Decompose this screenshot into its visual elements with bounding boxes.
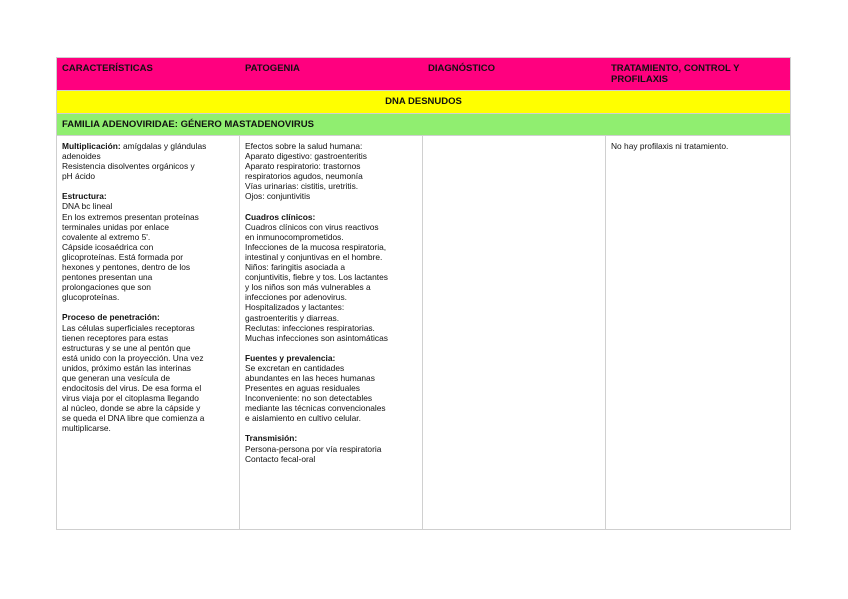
text-line: está unido con la proyección. Una vez [62, 352, 204, 363]
text-line: Cápside icosaédrica con [62, 241, 154, 252]
section-band-dna: DNA DESNUDOS [57, 90, 790, 113]
text-line: respiratorios agudos, neumonía [245, 171, 363, 182]
header-tratamiento-line2: PROFILAXIS [611, 74, 669, 85]
text-line: Presentes en aguas residuales [245, 383, 360, 394]
text-line: En los extremos presentan proteínas [62, 211, 199, 222]
fuentes-title: Fuentes y prevalencia: [245, 352, 336, 363]
header-diagnostico: DIAGNÓSTICO [428, 63, 496, 74]
text-line: Aparato digestivo: gastroenteritis [245, 151, 367, 162]
text-line: infecciones por adenovirus. [245, 292, 347, 303]
multiplicacion-line [62, 141, 234, 151]
text-line: Muchas infecciones son asintomáticas [245, 332, 388, 343]
multiplicacion-label: Multiplicación: [62, 141, 121, 151]
text-line: prolongaciones que son [62, 282, 151, 293]
text-line: multiplicarse. [62, 423, 111, 434]
virus-table [56, 57, 791, 530]
cell-tratamiento [606, 136, 790, 529]
text-line: Vías urinarias: cistitis, uretritis. [245, 181, 359, 192]
text-line: que generan una vesícula de [62, 372, 171, 383]
text-line: intestinal y conjuntivas en el hombre. [245, 251, 383, 262]
text-line: en inmunocomprometidos. [245, 231, 344, 242]
text-line: gastroenteritis y diarreas. [245, 312, 340, 323]
text-line: Las células superficiales receptoras [62, 322, 195, 333]
header-caracteristicas: CARACTERÍSTICAS [62, 63, 153, 74]
text-line: Se excretan en cantidades [245, 362, 345, 373]
text-line: glicoproteínas. Está formada por [62, 251, 184, 262]
text-line: abundantes en las heces humanas [245, 372, 375, 383]
text-line: Hospitalizados y lactantes: [245, 302, 345, 313]
text-line: terminales unidas por enlace [62, 221, 170, 232]
text-line: unidos, próximo están las interinas [62, 362, 191, 373]
cell-diagnostico [423, 136, 606, 529]
text-line: Efectos sobre la salud humana: [245, 141, 363, 151]
header-tratamiento-line1: TRATAMIENTO, CONTROL Y [611, 63, 740, 74]
text-line: Infecciones de la mucosa respiratoria, [245, 241, 387, 252]
cell-caracteristicas [57, 136, 240, 529]
cell-patogenia [240, 136, 423, 529]
text-line: hexones y pentones, dentro de los [62, 262, 191, 273]
text-line: virus viaja por el citoplasma llegando [62, 393, 199, 404]
text-line: pH ácido [62, 171, 96, 182]
text-line: Cuadros clínicos con virus reactivos [245, 221, 379, 232]
text-line: Persona-persona por vía respiratoria [245, 443, 382, 454]
text-line: Niños: faringitis asociada a [245, 262, 346, 273]
text-line: adenoides [62, 151, 101, 162]
family-band: FAMILIA ADENOVIRIDAE: GÉNERO MASTADENOVIRUS [57, 113, 790, 135]
text-line: Inconveniente: no son detectables [245, 393, 373, 404]
text-line: covalente al extremo 5'. [62, 231, 151, 242]
cuadros-title: Cuadros clínicos: [245, 211, 316, 222]
text-line: al núcleo, donde se abre la cápside y [62, 403, 201, 414]
transmision-title: Transmisión: [245, 433, 298, 444]
text-line: mediante las técnicas convencionales [245, 403, 386, 414]
header-patogenia: PATOGENIA [245, 63, 300, 74]
text-line: DNA bc lineal [62, 201, 113, 212]
text-line: pentones presentan una [62, 272, 153, 283]
text-line: Contacto fecal-oral [245, 453, 316, 464]
table-header-row [57, 58, 790, 90]
tratamiento-text: No hay profilaxis ni tratamiento. [611, 141, 729, 151]
text-line: conjuntivitis, fiebre y tos. Los lactantes [245, 272, 388, 283]
multiplicacion-text: amígdalas y glándulas [120, 141, 207, 151]
text-line: tienen receptores para estas [62, 332, 169, 343]
text-line: Aparato respiratorio: trastornos [245, 161, 361, 172]
proceso-title: Proceso de penetración: [62, 312, 160, 323]
estructura-title: Estructura: [62, 191, 107, 202]
header-tratamiento [606, 58, 790, 90]
text-line: se queda el DNA libre que comienza a [62, 413, 205, 424]
text-line: Resistencia disolventes orgánicos y [62, 161, 195, 172]
text-line: e aislamiento en cultivo celular. [245, 413, 361, 424]
text-line: glucoproteínas. [62, 292, 120, 303]
text-line: estructuras y se une al pentón que [62, 342, 191, 353]
text-line: Ojos: conjuntivitis [245, 191, 311, 202]
text-line: endocitosis del virus. De esa forma el [62, 383, 202, 394]
text-line: Reclutas: infecciones respiratorias. [245, 322, 375, 333]
table-body-row [57, 135, 790, 529]
text-line: y los niños son más vulnerables a [245, 282, 371, 293]
